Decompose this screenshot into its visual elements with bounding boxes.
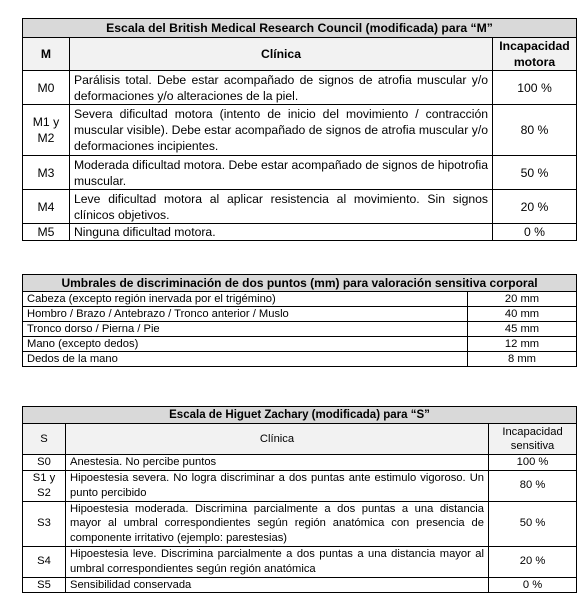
grade-cell: M5: [23, 224, 70, 241]
clinic-cell: Ninguna dificultad motora.: [70, 224, 493, 241]
value-cell: 80 %: [493, 105, 577, 156]
value-cell: 8 mm: [468, 352, 577, 367]
grade-cell: M1 y M2: [23, 105, 70, 156]
table-row: [23, 455, 577, 471]
grade-cell: M3: [23, 156, 70, 190]
clinic-cell: Moderada dificultad motora. Debe estar acompañado de signos de hipotrofia muscular.: [70, 156, 493, 190]
region-cell: Cabeza (excepto región inervada por el trigémino): [23, 292, 468, 307]
grade-cell: M0: [23, 71, 70, 105]
value-cell: 50 %: [493, 156, 577, 190]
clinic-cell: Hipoestesia severa. No logra discriminar a dos puntas ante estimulo vigoroso. Un punto percibido: [66, 470, 489, 501]
value-cell: 50 %: [489, 501, 577, 546]
value-cell: 45 mm: [468, 322, 577, 337]
value-cell: 0 %: [493, 224, 577, 241]
region-cell: Tronco dorso / Pierna / Pie: [23, 322, 468, 337]
clinic-cell: Anestesia. No percibe puntos: [66, 455, 489, 471]
clinic-cell: Parálisis total. Debe estar acompañado de signos de atrofia muscular y/o deformaciones y/o alteraciones de la piel.: [70, 71, 493, 105]
sensory-scale-table: [22, 406, 577, 593]
table-row: [23, 71, 577, 105]
discrimination-table-title: Umbrales de discriminación de dos puntos (mm) para valoración sensitiva corporal: [23, 275, 577, 292]
grade-cell: M4: [23, 190, 70, 224]
region-cell: Mano (excepto dedos): [23, 337, 468, 352]
value-cell: 80 %: [489, 470, 577, 501]
value-cell: 20 %: [493, 190, 577, 224]
sensory-table-title: Escala de Higuet Zachary (modificada) para “S”: [23, 407, 577, 424]
table-row: [23, 546, 577, 577]
region-cell: Dedos de la mano: [23, 352, 468, 367]
table-row: [23, 337, 577, 352]
grade-cell: S0: [23, 455, 66, 471]
clinic-cell: Leve dificultad motora al aplicar resistencia al movimiento. Sin signos clínicos objetivos.: [70, 190, 493, 224]
grade-cell: S1 y S2: [23, 470, 66, 501]
table-row: [23, 470, 577, 501]
clinic-cell: Sensibilidad conservada: [66, 577, 489, 593]
value-cell: 0 %: [489, 577, 577, 593]
table-row: [23, 322, 577, 337]
table-row: [23, 577, 577, 593]
sensory-col-grade: S: [23, 424, 66, 455]
table-row: [23, 352, 577, 367]
grade-cell: S3: [23, 501, 66, 546]
motor-scale-table: [22, 18, 577, 241]
clinic-cell: Severa dificultad motora (intento de inicio del movimiento / contracción muscular visible). Debe estar acompañado de signos de atrofia muscular y/o deformaciones incipientes.: [70, 105, 493, 156]
motor-col-clinic: Clínica: [70, 38, 493, 71]
motor-col-grade: M: [23, 38, 70, 71]
region-cell: Hombro / Brazo / Antebrazo / Tronco anterior / Muslo: [23, 307, 468, 322]
motor-col-incapacity: Incapacidad motora: [493, 38, 577, 71]
sensory-col-clinic: Clínica: [66, 424, 489, 455]
table-row: [23, 501, 577, 546]
value-cell: 20 mm: [468, 292, 577, 307]
table-row: [23, 190, 577, 224]
value-cell: 100 %: [493, 71, 577, 105]
table-row: [23, 224, 577, 241]
table-row: [23, 105, 577, 156]
clinic-cell: Hipoestesia moderada. Discrimina parcialmente a dos puntas a una distancia mayor al umbral correspondientes según región anatómica con presencia de componente irritativo (ejemplo: parestesias): [66, 501, 489, 546]
motor-table-title: Escala del British Medical Research Council (modificada) para “M”: [23, 19, 577, 38]
value-cell: 20 %: [489, 546, 577, 577]
clinic-cell: Hipoestesia leve. Discrimina parcialmente a dos puntas a una distancia mayor al umbral correspondientes según región anatómica: [66, 546, 489, 577]
value-cell: 12 mm: [468, 337, 577, 352]
grade-cell: S5: [23, 577, 66, 593]
table-row: [23, 156, 577, 190]
table-row: [23, 307, 577, 322]
grade-cell: S4: [23, 546, 66, 577]
sensory-col-incapacity: Incapacidad sensitiva: [489, 424, 577, 455]
discrimination-table: [22, 274, 577, 367]
table-row: [23, 292, 577, 307]
value-cell: 40 mm: [468, 307, 577, 322]
value-cell: 100 %: [489, 455, 577, 471]
